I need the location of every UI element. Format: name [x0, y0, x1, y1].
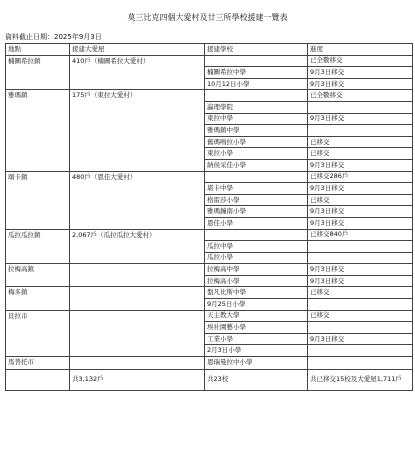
cell-progress	[308, 299, 413, 311]
total-schools: 共23校	[205, 369, 308, 390]
cell-progress: 9月3日移交	[308, 159, 413, 171]
table-row	[6, 310, 413, 322]
cell-school: 盤凡比斯中學	[205, 287, 308, 299]
cell-school: 9月25日小學	[205, 299, 308, 311]
cell-school: 納侯采佳小學	[205, 159, 308, 171]
cell-school: 雅瑪鐘南小學	[205, 206, 308, 218]
cell-school: 瓜拉中學	[205, 241, 308, 253]
cell-location: 楠圖希拉鎮	[6, 55, 70, 90]
cell-school	[205, 171, 308, 183]
as-of-date: 資料截止日期：2025年9月3日	[5, 33, 102, 41]
cell-progress: 已移交840戶	[308, 229, 413, 241]
cell-progress: 9月3日移交	[308, 78, 413, 90]
cell-houses: 410戶（楠圖希拉大愛村）	[70, 55, 205, 90]
cell-houses	[70, 287, 205, 310]
total-progress: 共已移交15校及大愛屋1,711戶	[308, 369, 413, 390]
table-row	[6, 357, 413, 370]
cell-school	[205, 90, 308, 102]
cell-school: 瓜拉小學	[205, 252, 308, 264]
table-row	[6, 287, 413, 299]
cell-location: 頌卡鎮	[6, 171, 70, 229]
cell-location: 瓜拉瓜拉鎮	[6, 229, 70, 264]
cell-progress: 9月3日移交	[308, 67, 413, 79]
cell-school: 拉梅高中學	[205, 264, 308, 276]
cell-school: 埃社園藝小學	[205, 322, 308, 334]
cell-houses	[70, 357, 205, 370]
header-schools: 援建學校	[205, 44, 308, 56]
cell-school: 10月12日小學	[205, 78, 308, 90]
cell-school: 雅瑪鎮中學	[205, 125, 308, 137]
cell-school: 恩瑞曼拉中小學	[205, 357, 308, 370]
cell-progress: 9月3日移交	[308, 206, 413, 218]
header-progress: 進度	[308, 44, 413, 56]
cell-progress	[308, 125, 413, 137]
cell-progress: 已移交	[308, 287, 413, 299]
header-location: 地點	[6, 44, 70, 56]
cell-location	[6, 369, 70, 390]
cell-houses	[70, 310, 205, 356]
cell-location: 拉梅高鎮	[6, 264, 70, 287]
cell-houses	[70, 264, 205, 287]
total-houses: 共3,132戶	[70, 369, 205, 390]
cell-progress: 已全數移交	[308, 55, 413, 67]
table-total-row	[6, 369, 413, 390]
table-row	[6, 55, 413, 67]
table-row	[6, 171, 413, 183]
cell-school	[205, 229, 308, 241]
cell-school	[205, 55, 308, 67]
cell-school: 東拉小學	[205, 148, 308, 160]
cell-progress: 已移交	[308, 136, 413, 148]
cell-progress	[308, 345, 413, 357]
table-row	[6, 90, 413, 102]
cell-progress: 已全數移交	[308, 90, 413, 102]
cell-progress	[308, 101, 413, 113]
cell-location: 雅瑪鎮	[6, 90, 70, 171]
table-row	[6, 264, 413, 276]
cell-school: 瀛理學院	[205, 101, 308, 113]
cell-progress	[308, 357, 413, 370]
cell-progress: 已移交	[308, 148, 413, 160]
cell-progress: 已移交	[308, 194, 413, 206]
cell-progress: 9月3日移交	[308, 113, 413, 125]
table-header-row	[6, 44, 413, 56]
cell-houses: 175戶（東拉大愛村）	[70, 90, 205, 171]
cell-progress: 已移交286戶	[308, 171, 413, 183]
aid-table	[5, 43, 413, 391]
cell-progress: 9月3日移交	[308, 183, 413, 195]
cell-school: 工業小學	[205, 333, 308, 345]
cell-school: 天主教大學	[205, 310, 308, 322]
cell-school: 格雷莎小學	[205, 194, 308, 206]
cell-school: 拉梅高小學	[205, 275, 308, 287]
cell-progress	[308, 241, 413, 253]
cell-progress: 已移交	[308, 310, 413, 322]
cell-school: 堪卡中學	[205, 183, 308, 195]
header-houses: 援建大愛屋	[70, 44, 205, 56]
cell-location: 梅多鎮	[6, 287, 70, 310]
cell-school: 東拉中學	[205, 113, 308, 125]
cell-location: 馬普托市	[6, 357, 70, 370]
cell-houses: 480戶（恩佳大愛村）	[70, 171, 205, 229]
cell-progress	[308, 322, 413, 334]
cell-progress	[308, 252, 413, 264]
cell-progress: 9月3日移交	[308, 264, 413, 276]
table-row	[6, 229, 413, 241]
cell-progress: 9月3日移交	[308, 333, 413, 345]
cell-school: 舊瑪鳴拉小學	[205, 136, 308, 148]
cell-school: 楠圖希拉中學	[205, 67, 308, 79]
cell-school: 2月3日小學	[205, 345, 308, 357]
cell-location: 貝拉市	[6, 310, 70, 356]
cell-progress: 9月3日移交	[308, 217, 413, 229]
cell-houses: 2,067戶（瓜拉瓜拉大愛村）	[70, 229, 205, 264]
cell-progress: 9月3日移交	[308, 275, 413, 287]
cell-school: 恩佳小學	[205, 217, 308, 229]
page-title: 莫三比克四個大愛村及廿三所學校援建一覽表	[127, 13, 288, 22]
